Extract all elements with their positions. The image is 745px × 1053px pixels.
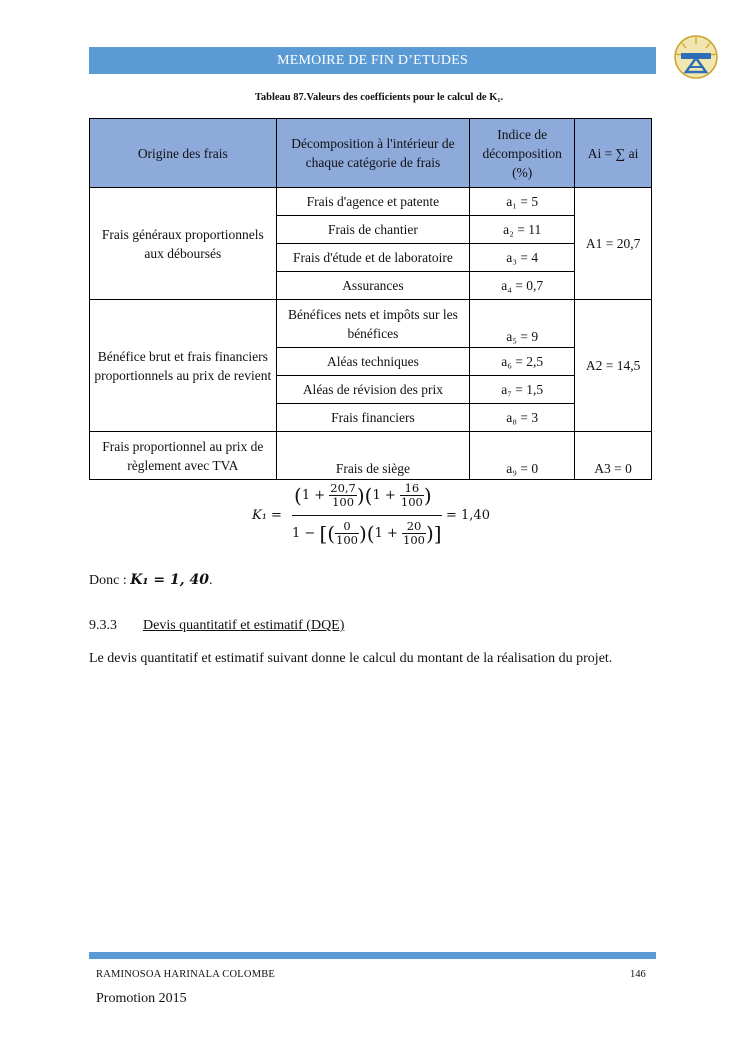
- body-paragraph: Le devis quantitatif et estimatif suivant donne le calcul du montant de la réalisation du projet.: [89, 651, 613, 666]
- footer-divider: [89, 952, 656, 959]
- frac-top: 0: [335, 520, 359, 534]
- conclusion-prefix: Donc :: [89, 573, 131, 588]
- header-decomposition: Décomposition à l'intérieur de chaque catégorie de frais: [276, 119, 470, 188]
- index-cell: a₉ = 0: [470, 432, 575, 480]
- item-cell: Frais financiers: [276, 404, 470, 432]
- index-cell: a₃ = 4: [470, 244, 575, 272]
- footer-promotion: Promotion 2015: [96, 991, 187, 1006]
- item-cell: Frais d'étude et de laboratoire: [276, 244, 470, 272]
- index-cell: a₆ = 2,5: [470, 348, 575, 376]
- index-cell: a₂ = 11: [470, 216, 575, 244]
- page-number: 146: [630, 969, 646, 980]
- item-cell: Aléas techniques: [276, 348, 470, 376]
- index-cell: a₄ = 0,7: [470, 272, 575, 300]
- table-header-row: [90, 119, 652, 188]
- header-total: Ai = ∑ ai: [575, 119, 652, 188]
- formula-lhs: K₁ =: [252, 508, 282, 523]
- conclusion-value: K₁ = 1, 40: [130, 572, 209, 588]
- header-index: Indice de décomposition (%): [470, 119, 575, 188]
- group-origin: Frais généraux proportionnels aux déboursés: [90, 188, 277, 300]
- group-total: A3 = 0: [575, 432, 652, 480]
- group-origin: Frais proportionnel au prix de règlement avec TVA: [90, 432, 277, 480]
- item-cell: Frais d'agence et patente: [276, 188, 470, 216]
- section-number: 9.3.3: [89, 618, 117, 633]
- conclusion-suffix: .: [208, 573, 213, 588]
- frac-top: 20: [402, 520, 426, 534]
- index-cell: a₈ = 3: [470, 404, 575, 432]
- table-row: [90, 300, 652, 348]
- conclusion-line: [89, 572, 212, 589]
- school-logo-icon: [673, 34, 719, 80]
- item-cell: Assurances: [276, 272, 470, 300]
- frac-top: 20,7: [330, 481, 356, 495]
- item-cell: Frais de chantier: [276, 216, 470, 244]
- coefficients-table: [89, 118, 652, 480]
- page-header: MEMOIRE DE FIN D’ETUDES: [89, 47, 656, 74]
- frac-top: 16: [400, 482, 424, 496]
- index-cell: a₇ = 1,5: [470, 376, 575, 404]
- group-total: A1 = 20,7: [575, 188, 652, 300]
- group-origin: Bénéfice brut et frais financiers proportionnels au prix de revient: [90, 300, 277, 432]
- frac-bottom: 100: [400, 495, 423, 509]
- table-row: [90, 432, 652, 480]
- frac-bottom: 100: [336, 533, 358, 547]
- section-title: Devis quantitatif et estimatif (DQE): [143, 618, 345, 633]
- item-cell: Frais de siège: [276, 432, 470, 480]
- index-cell: a₁ = 5: [470, 188, 575, 216]
- item-cell: Aléas de révision des prix: [276, 376, 470, 404]
- group-total: A2 = 14,5: [575, 300, 652, 432]
- frac-bottom: 100: [403, 533, 425, 547]
- item-cell: Bénéfices nets et impôts sur les bénéfices: [276, 300, 470, 348]
- frac-bottom: 100: [332, 495, 355, 509]
- footer-author: RAMINOSOA HARINALA COLOMBE: [96, 969, 276, 980]
- table-caption: Tableau 87.Valeurs des coefficients pour le calcul de K₁.: [254, 92, 504, 103]
- formula-result: = 1,40: [446, 508, 490, 523]
- index-cell: a₅ = 9: [470, 300, 575, 348]
- header-origin: Origine des frais: [90, 119, 277, 188]
- k1-formula: [252, 482, 512, 550]
- formula-denominator: 1 − [( $\frac{0}{100}$ )(1 + $\frac{20}{100}$ )]: [292, 519, 442, 547]
- formula-fraction-bar: [292, 515, 442, 516]
- table-row: [90, 188, 652, 216]
- formula-numerator: (1 + $\frac{20,7}{100}$ )(1 + $\frac{16}{100}$ ): [294, 481, 432, 509]
